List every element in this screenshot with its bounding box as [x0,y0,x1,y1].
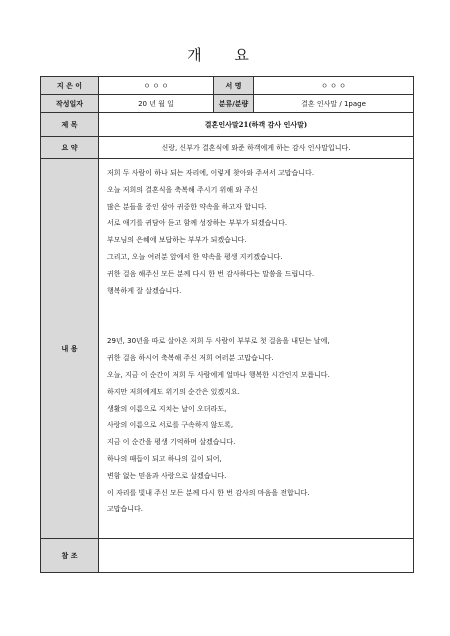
content-paragraph-2 [107,333,407,518]
content-line: 고맙습니다. [107,505,144,514]
content-line: 저희 두 사람이 하나 되는 자리에, 이렇게 찾아와 주셔서 고맙습니다. [107,169,315,177]
content-paragraph-1 [107,165,407,299]
reference-value[interactable] [99,539,414,573]
content-line: 이 자리를 빛내 주신 모든 분께 다시 한 번 감사의 마음을 전합니다. [107,488,310,497]
category-value[interactable]: 결혼 인사말 / 1page [254,95,414,113]
content-line: 많은 분들을 증인 삼아 귀중한 약속을 하고자 합니다. [107,202,267,211]
author-value[interactable]: ㅇ ㅇ ㅇ [99,77,214,95]
subject-value[interactable]: 결혼인사말21(하객 감사 인사말) [99,113,414,137]
date-value[interactable]: 20 년 월 일 [99,95,214,113]
signature-value[interactable]: ㅇ ㅇ ㅇ [254,77,414,95]
overview-table [40,76,414,573]
content-line: 하지만 저희에게도 위기의 순간은 있겠지요. [107,387,240,396]
paragraph-gap [107,299,407,333]
content-line: 생활의 이름으로 지치는 날이 오더라도, [107,404,227,413]
author-label: 지 은 이 [41,77,99,95]
category-label: 분류/분량 [214,95,254,113]
content-line: 하나의 때듭이 되고 하나의 길이 되어, [107,454,222,463]
content-body[interactable] [99,159,414,539]
content-line: 29년, 30년을 따로 살아온 저희 두 사람이 부부로 첫 걸음을 내딛는 날에, [107,337,330,346]
document-title: 개 요 [187,46,263,64]
content-line: 오늘, 지금 이 순간이 저희 두 사람에게 얼마나 행복한 시간인지 모릅니다. [107,370,330,379]
date-label: 작성일자 [41,95,99,113]
content-line: 귀한 걸음 하시어 축복해 주신 저희 여러분 고맙습니다. [107,354,274,363]
content-line: 부모님의 은혜에 보답하는 부부가 되겠습니다. [107,236,247,245]
content-line: 귀한 걸음 해주신 모든 분께 다시 한 번 감사하다는 말씀을 드립니다. [107,269,315,278]
content-line: 사랑의 이름으로 서로를 구속하지 않도록, [107,421,234,430]
content-line: 서로 애기를 귀담아 듣고 함께 성장하는 부부가 되겠습니다. [107,219,288,228]
content-label: 내 용 [41,159,99,539]
content-line: 오늘 저희의 결혼식을 축복해 주시기 위해 와 주신 [107,185,258,194]
content-line: 행복하게 잘 살겠습니다. [107,286,182,295]
summary-value[interactable]: 신랑, 신부가 결혼식에 와준 하객에게 하는 감사 인사말입니다. [99,137,414,159]
reference-label: 참 조 [41,539,99,573]
content-line: 그리고, 오늘 여러분 앞에서 한 약속을 평생 지키겠습니다. [107,252,283,261]
signature-label: 서 명 [214,77,254,95]
content-line: 변함 없는 믿음과 사랑으로 살겠습니다. [107,471,227,480]
summary-label: 요 약 [41,137,99,159]
content-line: 지금 이 순간을 평생 기억하며 살겠습니다. [107,438,236,447]
subject-label: 제 목 [41,113,99,137]
